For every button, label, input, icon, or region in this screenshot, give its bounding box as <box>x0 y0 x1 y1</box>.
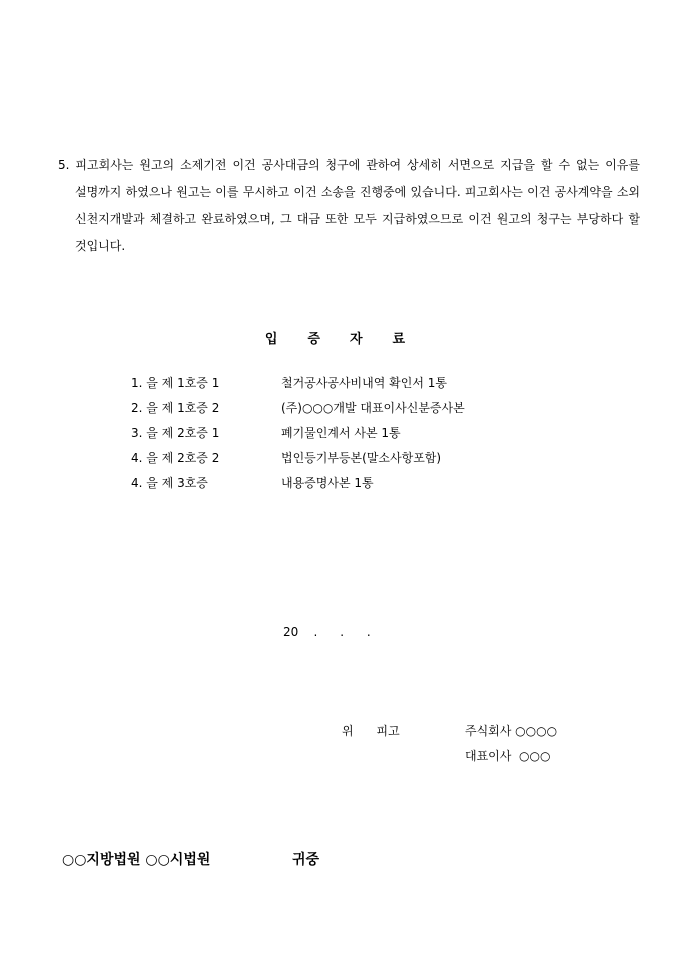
evidence-label: 1. 을 제 1호증 1 <box>131 376 220 390</box>
evidence-label: 4. 을 제 3호증 <box>131 476 208 490</box>
evidence-description: 폐기물인계서 사본 1통 <box>281 426 401 440</box>
evidence-description: 법인등기부등본(말소사항포함) <box>281 451 442 465</box>
addressee: 귀중 <box>292 852 320 868</box>
representative: 대표이사 ○○○ <box>465 749 551 763</box>
evidence-heading: 입증자료 <box>264 332 436 347</box>
date-line: 20 . . . <box>283 625 371 639</box>
company-name: 주식회사 ○○○○ <box>465 724 558 738</box>
evidence-label: 4. 을 제 2호증 2 <box>131 451 220 465</box>
paragraph-5: 5. 피고회사는 원고의 소제기전 이건 공사대금의 청구에 관하여 상세히 서면으로 지급을 할 수 없는 이유를 설명까지 하였으나 원고는 이를 무시하고 이건 소송을 진행중에 있습니다. 피고회사는 이건 공사계약을 소외 신천지개발과 체결하고 완료하였으며, 그 대금 또한 모두 지급하였으므로 이건 원고의 청구는 부당하다 할 것입니다. <box>58 158 640 253</box>
evidence-label: 3. 을 제 2호증 1 <box>131 426 220 440</box>
evidence-description: (주)○○○개발 대표이사신분증사본 <box>281 401 465 415</box>
evidence-description: 철거공사공사비내역 확인서 1통 <box>281 376 447 390</box>
party-label: 위 피고 <box>342 724 400 738</box>
court-name: ○○지방법원 ○○시법원 <box>62 852 211 868</box>
evidence-label: 2. 을 제 1호증 2 <box>131 401 220 415</box>
evidence-description: 내용증명사본 1통 <box>281 476 374 490</box>
